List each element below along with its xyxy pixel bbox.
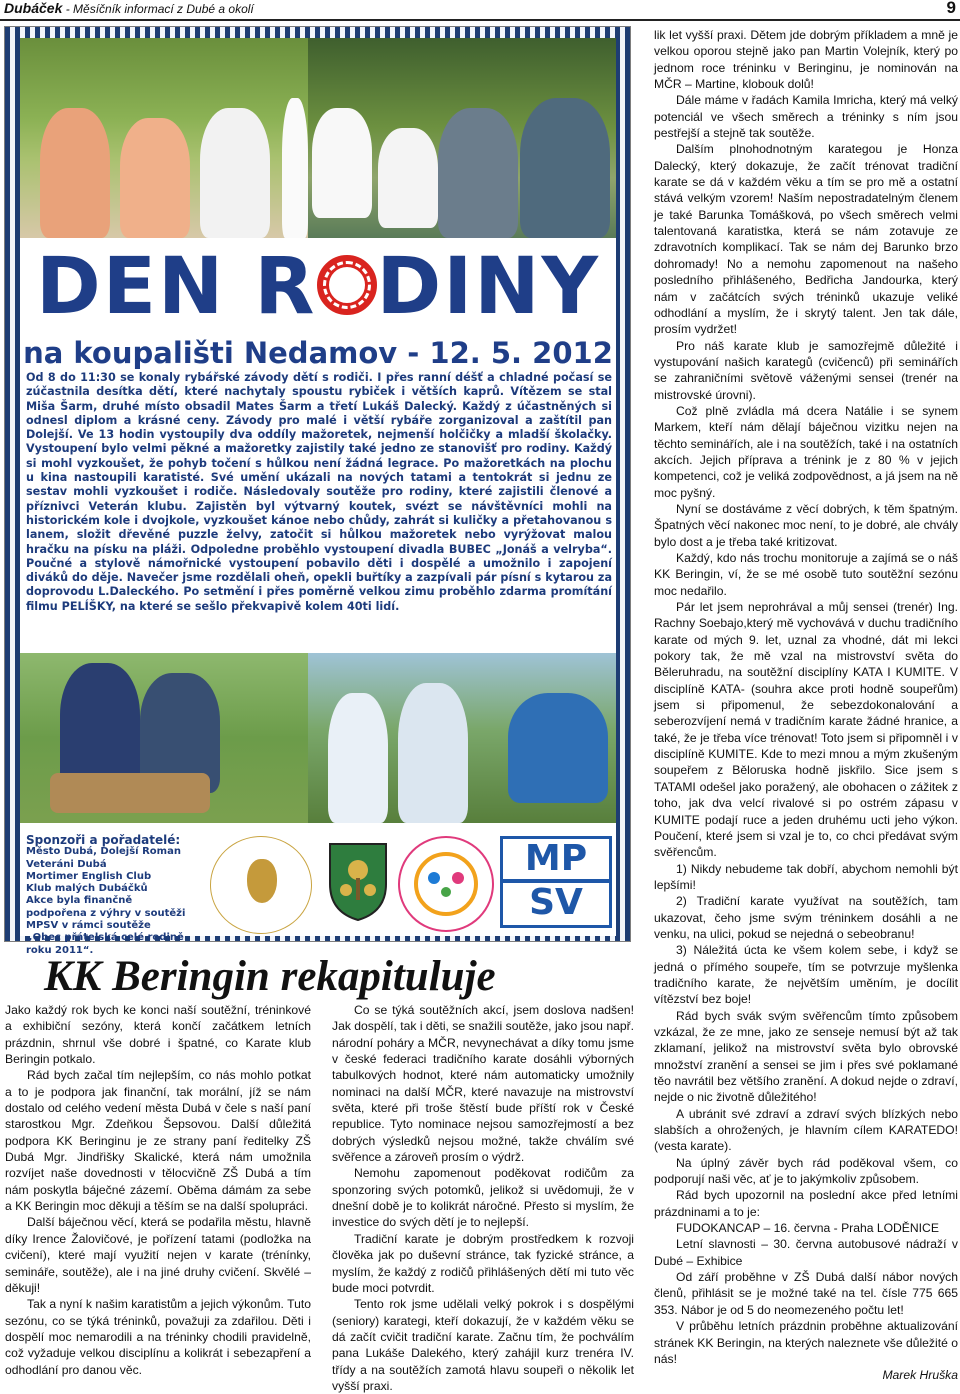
paragraph: Nemohu zapomenout poděkovat rodičům za sponzoring svých potomků, jelikož si uvědomuji, že v dnešní době je to kolikrát náročné. Přesto si myslím, že investice do svých dětí je to nejlepší. <box>332 1166 634 1230</box>
photo-majorettes <box>20 38 308 238</box>
publication-name: Dubáček <box>4 0 63 16</box>
lifebuoy-icon <box>317 255 377 315</box>
sponsor-item: Veteráni Dubá <box>26 858 107 870</box>
poster-subtitle: na koupališti Nedamov - 12. 5. 2012 <box>23 336 613 370</box>
header-rule <box>0 19 960 21</box>
photo-families <box>308 653 616 823</box>
poster-body: Od 8 do 11:30 se konaly rybářské závody dětí s rodiči. I přes ranní déšť a chladné počasí se zúčastnila desítka dětí, které nachytaly spoustu rybiček i větších kaprů. Vítězem se stal Miša Šarm, druhé místo obsadil Mates Šarm a třetí Lukáš Dalecký. Každý z účastněných si odnesl diplom a krásné ceny. Závody pro malé i větší rybáře zorganizoval a zaštítil pan Dolejší. Ve 13 hodin vystoupily dva oddíly mažoretek, nejmenší holčičky a mladší školačky. Vystoupení bylo velmi pěkné a mažoretky zajistily také jedno ze stanovišť pro rodiny. Každý si mohl vyzkoušet, že pohyb točení s hůlkou není žádná legrace. Po mažoretkách na plochu u kina nastoupili karatisté. Své umění ukázali na nových tatami a tentokrát si jednu ze sestav mohli vyzkoušet i rodiče. Následovaly soutěže pro rodiny, které zajistili členové a příznivci Veterán klubu. Zajistěn byl výtvarný koutek, svézt se návštěvníci mohli na historickém kole i dvojkole, vyzkoušet kánoe nebo chůdy, zahrát si kuličky a přetahovanou s lanem, složit dřevěné puzzle želvy, zatočit si hůlkou mažoretek nebo vyrýžovat malou hračku na písku na pláži. Odpoledne proběhlo vystoupení divadla BUBEC „Jonáš a velryba“. Poučné a stylově námořnické vystoupení pobavilo děti i dospělé a umožnilo i zapojení diváků do děje. Navečer jsme rozdělali oheň, opekli buřtíky a zazpívali pár písní s kytarou za doprovodu L.Daleckého. Po setmění i přes poměrně velkou zimu proběhlo zdarma promítání filmu PELÍŠKY, na které se sešlo překvapivě kolem 40ti lidí. <box>26 371 612 613</box>
obec-pratelska-rodine-logo <box>398 836 494 932</box>
duba-coat-of-arms-logo <box>326 840 390 922</box>
paragraph: Dalším plnohodnotným karategou je Honza Dalecký, který dokazuje, že začít trénovat tradiční karate se dá v každém věku a tím se pro mě a ostatní stává velkým vzorem! Naším nepostradatelným členem je také Barunka Tomášková, po všech směrech velmi talentovaná karatistka, která se nám zotavuje ze zdravotních komplikací. Tak se nám dej Barunko brzo dohromady! No a nemohu zapomenout na našeho posledního přihlášeného, Bedřicha Jandourka, který nám v začátcích svých tréninků ukazuje veliké odhodlání a myslím, že i skrytý talent. Jen tak dále, prosím vydržet! <box>654 142 958 337</box>
paragraph: Na úplný závěr bych rád poděkoval všem, co podporují naši věc, ať je to jakýmkoliv způsobem. <box>654 1155 958 1187</box>
photo-puzzle <box>20 653 308 823</box>
paragraph: V průběhu letních prázdnin proběhne aktualizování stránek KK Beringin, na kterých naleznete vše důležité o nás! <box>654 1319 958 1366</box>
paragraph: Rád bych svák svým svěřencům tímto způsobem vzkázal, že ze mne, jako ze senseje nemusí být až tak zklamaní, jelikož na mistrovství světa bylo obrovské množství zranění a sensei se jim i přes své poklamané těo navrátil bez většího zranění. A dokud nejde o zdraví, nejde o nic životně důležitého! <box>654 1008 958 1105</box>
klub-malych-dubacku-logo <box>210 836 312 934</box>
paragraph: Tak a nyní k našim karatistům a jejich výkonům. Tuto sezónu, co se týká tréninků, považuji za zdařilou. Děti i dospělí moc nemarodili a na tréninky chodili pravidelně, což vyžaduje velkou disciplínu a kolikrát i sebezapření a odhodlání pro danou věc. <box>5 1297 311 1377</box>
poster-title-part2: DINY <box>376 242 601 332</box>
paragraph: Co se týká soutěžních akcí, jsem doslova nadšen! Jak dospělí, tak i děti, se snažili soutěže, jako jsou např. národní poháry a MČR, nevynechávat a díky tomu jsme v české federaci tradičního karate dosáhli výborných tabulkových hodnot, které nám automaticky umožnily nominaci na další MČR, které navazuje na mistrovství světa, které při troše štěstí bude příští rok v České republice. Tyto nominace nejsou samozřejmostí a bez dobrých výsledků nejsou možné, takže chválím své svěřence a zároveň prosím o výdrž. <box>332 1003 634 1165</box>
sponsor-item: MPSV v rámci soutěže <box>26 920 151 932</box>
poster-title <box>20 242 616 332</box>
sponsor-item: Klub malých Dubáčků <box>26 883 148 895</box>
publication-subtitle: Měsíčník informací z Dubé a okolí <box>73 2 254 16</box>
paragraph: A ubránit své zdraví a zdraví svých blízkých nebo slabších a ohrožených, je hlavním cílem KARATEDO! (vesta karate). <box>654 1106 958 1154</box>
sponsor-item: „Obec přátelská celé rodině roku 2011“. <box>26 932 184 956</box>
paragraph: Od září proběhne v ZŠ Dubá další nábor nových členů, přihlásit se je možné také na tel. čísle 775 665 353. Nábor je od 5 do neomezeného počtu let! <box>654 1270 958 1317</box>
page-header <box>4 0 956 19</box>
paragraph: Jako každý rok bych ke konci naší soutěžní, tréninkové a exhibiční sezóny, která končí začátkem letních prázdnin, shrnul vše dobré i špatné, co Karate klub Beringin potkalo. <box>5 1003 311 1067</box>
event-item: FUDOKANCAP – 16. června - Praha LODĚNICE <box>676 1221 939 1236</box>
header-separator: - <box>62 2 74 16</box>
article-column-3 <box>654 27 958 1384</box>
paragraph: Pár let jsem neprohrával a můj sensei (trenér) Ing. Rachny Soebajo,který mě vychovává v duchu tradičního karate od mých 9. let, uznal za vhodné, dát mi lekci pokory tak, že mě vzal na mistrovství světa do Běleruhradu, na soutěžní disciplíny KATA I KUMITE. V disciplíně KATA- (souhra akce proti hodně soupeřům) jsem si připomenul, že sebezdokonalování a seberozvíjení nemá v tradičním karate žádné hranice, a také, že je třeba více trénovat! Toto jsem si připomněl i v disciplíně KUMITE. Kde to mezi mnou a mým zkušeným soupeřem z Běloruska hodně jiskřilo. Sice jsem s TATAMI odešel jako poražený, ale obohacen o zážitek z toho, jak dva velcí rivalové si po ostrém zápasu v KUMITE podají ruce a jeden druhému ucti jeho výkon. Poučení, které jsem si vzal je to, co chci předávat svým svěřencům. <box>654 600 958 860</box>
page-number: 9 <box>946 0 956 17</box>
mpsv-logo-bottom: SV <box>529 882 583 923</box>
mpsv-logo-top: MP <box>524 838 588 879</box>
photo-karate-fishing <box>308 38 616 238</box>
paragraph: Rád bych začal tím nejlepším, co nás mohlo potkat a to je podpora jak finanční, tak morální, jíž se nám dostalo od celého vedení města Dubá v čele s naší paní starostkou Mgr. Zdeňkou Šepsovou. Další důležitá podpora KK Beringinu je ze strany paní ředitelky ZŠ Dubá Mgr. Jindřišky Skalické, která nám umožnila rozvíjet naše dovednosti v tělocvičně ZŠ Dubá a tím nám poskytla báječné zázemí. Oběma dámám za sebe a KK Beringin moc děkuji a těším se na další spolupráci. <box>5 1068 311 1214</box>
paragraph: Tento rok jsme udělali velký pokrok i s dospělými (seniory) karategi, kteří dokazují, že v každém věku se dá začít cvičit tradiční karate. Začnu tím, že pochválím pana Lukáše Dalekého, který zahájil kurz trenéra IV. třídy a na soutěžích zamotá hlavu soupeři o několik let vyšší praxi. <box>332 1297 634 1393</box>
poster-title-part1: DEN R <box>35 242 317 332</box>
article-headline: KK Beringin rekapituluje <box>44 953 496 1000</box>
paragraph: Další báječnou věcí, která se podařila městu, hlavně díky Irence Žalovičové, je pořízení tatami (podložka na cvičení), které mají využití nejen v karate (trénínky, semináře, soutěže), ale i na jiné druhy cvičení. Skvělé – děkuji! <box>5 1215 311 1295</box>
article-column-2 <box>332 1002 634 1394</box>
article-column-1 <box>5 1002 311 1378</box>
author-signature: Marek Hruška <box>882 1368 958 1383</box>
acorn-icon <box>247 859 277 903</box>
paragraph: Dále máme v řadách Kamila Imricha, který má velký potenciál ve všech směrech a tréninky s ním jsou pestřejší a stejně tak soutěže. <box>654 93 958 141</box>
sponsors-heading: Sponzoři a pořadatelé: <box>26 833 181 847</box>
event-poster <box>4 26 631 956</box>
list-item: 1) Nikdy nebudeme tak dobří, abychom nemohli být lepšími! <box>654 861 958 892</box>
paragraph: Nyní se dostáváme z věcí dobrých, k těm špatným. Špatných věcí nakonec moc není, to je dobré, ale chvály bylo dost a je třeba také kritizovat. <box>654 501 958 549</box>
list-item: 3) Náležitá úcta ke všem kolem sebe, i když se jedná o přímého soupeře, tím se potvrzuje myšlenka tradičního karate, že největším uměním, je docílit vítězství bez boje! <box>654 943 958 1007</box>
paragraph: Tradiční karate je dobrým prostředkem k rozvoji člověka jak po duševní stránce, tak fyzické stránce, a myslím, že každý z rodičů přihlášených dětí mi tuto věc bude moci potvrdit. <box>332 1231 634 1295</box>
mpsv-logo <box>500 836 612 928</box>
list-item: 2) Tradiční karate využívat na soutěžích, tam ukazovat, čeho jsme svým tréninkem dosáhli a ne venku, na ulici, pokud se nejedná o sebeobranu! <box>654 894 958 941</box>
paragraph: Pro náš karate klub je samozřejmě důležité i vystupování našich karategů (cvičenců) při seminářích se zahraničními světově váženými sensei (trenér na mistrovské úrovni). <box>654 338 958 402</box>
sponsors-text <box>26 834 196 957</box>
sponsor-item: Mortimer English Club <box>26 870 152 882</box>
sponsors-panel <box>20 828 616 956</box>
poster-content <box>20 38 616 956</box>
paragraph: Což plně zvládla má dcera Natálie i se synem Markem, kteří nám dělají báječnou vizitku nejen na těchto seminářích, ale i na soutěžích, také i na ostatních akcích. Jejich příprava a trénink je z 80 % v jejich kompetenci, což je veliká zodpovědnost, a já jsem na ně moc pyšný. <box>654 403 958 500</box>
sponsor-note: Akce byla finančně podpořena z výhry v soutěži <box>26 895 186 919</box>
event-item: Letní slavnosti – 30. června autobusové nádraží v Dubé – Exhibice <box>654 1237 958 1268</box>
paragraph: Rád bych upozornil na poslední akce před letními prázdninami a to je: <box>654 1188 958 1219</box>
sponsor-item: Město Dubá, Dolejší Roman <box>26 846 181 858</box>
paragraph: Každý, kdo nás trochu monitoruje a zajímá se o náš KK Beringin, ví, že se mé osobě tuto soutěžní sezónu moc nedařilo. <box>654 551 958 598</box>
paragraph: lik let vyšší praxi. Dětem jde dobrým příkladem a mně je velkou oporou stejně jako pan Martin Volejník, který po jednom roce tréninku v Beringinu, je nominován na MČR – Martine, klobouk dolů! <box>654 28 958 92</box>
